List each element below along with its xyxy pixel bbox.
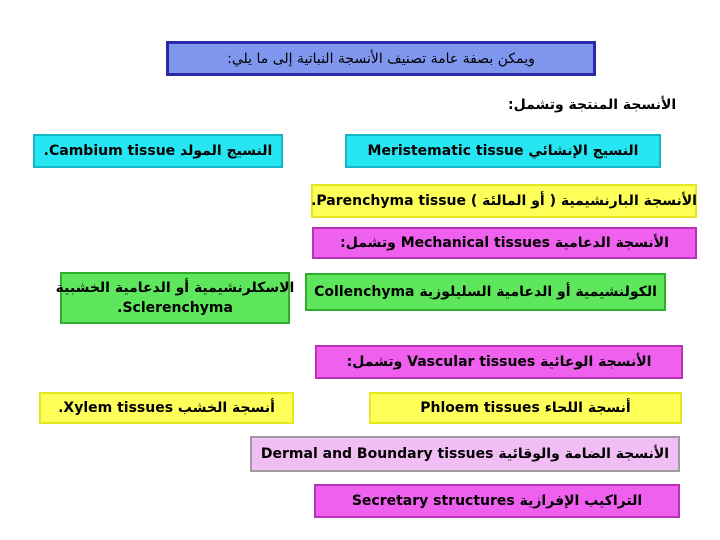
secretory-structures-label: التراكيب الإفرازية Secretary structures — [351, 493, 643, 509]
meristematic-heading: الأنسجة المنتجة وتشمل: — [508, 97, 677, 113]
meristematic-tissue-box — [345, 134, 661, 168]
dermal-tissues-box — [250, 436, 680, 472]
parenchyma-label: الأنسجة البارنشيمية ( أو المالئة ) Parenchyma tissue. — [311, 193, 697, 209]
sclerenchyma-box — [55, 272, 295, 324]
collenchyma-box — [305, 273, 666, 311]
cambium-tissue-label: النسيج المولد Cambium tissue. — [43, 143, 273, 159]
vascular-tissues-label: الأنسجة الوعائية Vascular tissues وتشمل: — [346, 354, 652, 370]
parenchyma-box — [311, 184, 697, 218]
collenchyma-label: الكولنشيمية أو الدعامية السليلوزية Collenchyma — [314, 284, 657, 300]
xylem-box — [39, 392, 294, 424]
sclerenchyma-label-arabic: الاسكلرنشيمية أو الدعامية الخشبية — [55, 280, 295, 296]
cambium-tissue-box — [33, 134, 283, 168]
phloem-box — [369, 392, 682, 424]
diagram-title — [166, 41, 596, 76]
sclerenchyma-label-latin: Sclerenchyma. — [117, 300, 233, 316]
diagram-title-text: ويمكن بصفة عامة تصنيف الأنسجة النباتية إلى ما يلي: — [227, 50, 535, 67]
secretory-structures-box — [314, 484, 680, 518]
dermal-tissues-label: الأنسجة الضامة والوقائية Dermal and Boundary tissues — [260, 446, 670, 462]
meristematic-tissue-label: النسيج الإنشائي Meristematic tissue — [367, 143, 639, 159]
mechanical-tissues-label: الأنسجة الدعامية Mechanical tissues وتشمل: — [340, 235, 669, 251]
vascular-tissues-box — [315, 345, 683, 379]
phloem-label: أنسجة اللحاء Phloem tissues — [420, 400, 631, 416]
xylem-label: أنسجة الخشب Xylem tissues. — [58, 400, 275, 416]
mechanical-tissues-box — [312, 227, 697, 259]
